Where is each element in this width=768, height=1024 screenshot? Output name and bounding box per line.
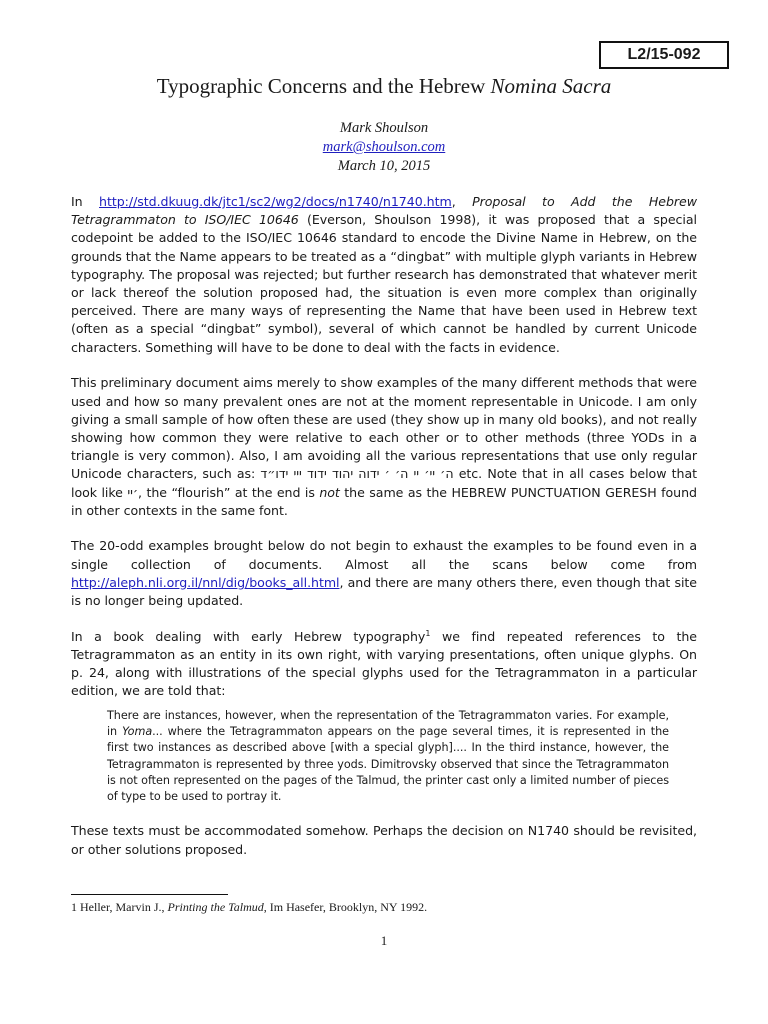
paragraph-2 [71,374,697,520]
p1-rest: (Everson, Shoulson 1998), it was proposed that a special codepoint be added to the ISO/IEC 10646 standard to encode the Divine Name in Hebrew, on the grounds that the Name appears to be treated as a “dingbat” with multiple glyph variants in Hebrew typography. The proposal was rejected; but further research has demonstrated that whatever merit or lack thereof the solution proposed had, the situation is even more complex than originally perceived. There are many ways of representing the Name that have been used in Hebrew text (often as a special “dingbat” symbol), several of which cannot be handled by current Unicode characters. Something will have to be done to deal with the facts in evidence. [71,212,697,355]
footnote-number: 1 [71,900,77,914]
document-number-box [599,41,729,69]
footnote [71,900,427,915]
p1-lead: In [71,194,100,209]
title-italic: Nomina Sacra [490,74,612,98]
author-email-link[interactable]: mark@shoulson.com [322,139,446,155]
p3-text-1: The 20-odd examples brought below do not begin to exhaust the examples to be found even in a single collection of documents. Almost all the scans below come from [71,538,697,572]
paragraph-1 [71,193,697,357]
p4-text-1: In a book dealing with early Hebrew typography [71,628,426,644]
p1-proposal-title: Proposal to Add the Hebrew Tetragrammaton to ISO/IEC 10646 [71,194,697,228]
page-title [0,74,768,99]
p4-text-2: we find repeated references to the Tetragrammaton as an entity in its own right, with varying presentations, often unique glyphs. On p. 24, along with illustrations of the special glyphs used for the Tetragrammaton in a particular edition, we are told that: [71,628,697,699]
p2-text-3: the same as the HEBREW PUNCTUATION GERESH found in other contexts in the same font. [71,484,697,518]
footnote-marker: 1 [425,628,431,638]
document-date: March 10, 2015 [337,158,431,174]
document-number: L2/15-092 [627,46,701,63]
hebrew-examples: ה׳ יי׳ יי ה׳ ׳ ידוה יהוד ידוד ייי ידו״ד [260,466,454,482]
n1740-link[interactable]: http://std.dkuug.dk/jtc1/sc2/wg2/docs/n1740/n1740.htm [99,194,452,209]
p2-text-2: etc. Note that in all cases below that look like ׳יי, the “flourish” at the end is [71,466,698,500]
p2-text-1: This preliminary document aims merely to show examples of the many different methods that were used and how so many prevalent ones are not at the moment representable in Unicode. I am only giving a small sample of how often these are used (they show up in many old books), and not really showing how common they were relative to each other or to other methods (three YODs in a triangle is very common). Also, I am avoiding all the various representations that use only regular Unicode characters, such as: [71,375,697,482]
author-block [0,119,768,176]
quote-text-2: ... where the Tetragrammaton appears on the page several times, it is represented in the first two instances as described above [with a special glyph].... In the third instance, however, the Tetragrammaton is represented by three yods. Dimitrovsky observed that since the Tetragrammaton is not often represented on the pages of the Talmud, the printer cast only a limited number of pieces of type to be used to portray it. [107,725,669,804]
p1-comma: , [451,194,473,209]
block-quote [107,708,669,805]
author-name: Mark Shoulson [339,120,429,136]
footnote-text-1: Heller, Marvin J., [77,900,168,914]
footnote-book-title: Printing the Talmud [167,900,264,914]
page-number: 1 [380,933,388,948]
footnote-text-2: , Im Hasefer, Brooklyn, NY 1992. [263,900,428,914]
footnote-divider [71,894,228,895]
quote-text-1: There are instances, however, when the representation of the Tetragrammaton varies. For example, in [107,709,669,739]
document-body [71,193,697,876]
paragraph-4 [71,628,697,701]
p3-text-2: , and there are many others there, even though that site is no longer being updated. [71,574,697,609]
p2-emphasis: not [319,484,340,500]
paragraph-5: These texts must be accommodated somehow. Perhaps the decision on N1740 should be revisited, or other solutions proposed. [71,823,697,857]
paragraph-3 [71,537,697,610]
quote-italic: Yoma [122,725,153,739]
nli-books-link[interactable]: http://aleph.nli.org.il/nnl/dig/books_all.html [71,574,340,590]
title-main: Typographic Concerns and the Hebrew [156,74,491,98]
